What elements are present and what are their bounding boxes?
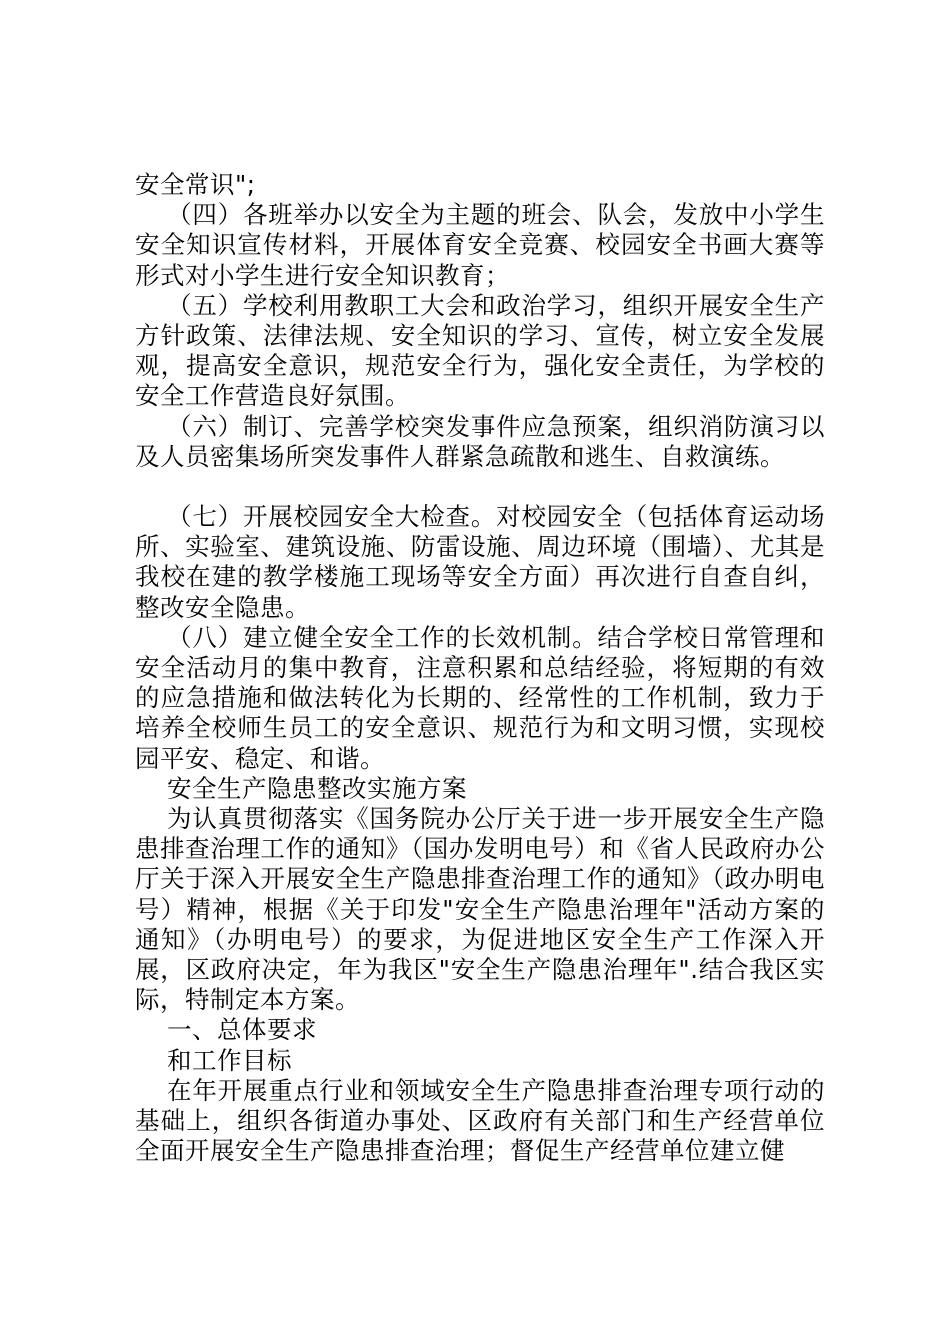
paragraph-item-6: （六）制订、完善学校突发事件应急预案，组织消防演习以及人员密集场所突发事件人群紧急疏散和逃生、自救演练。 [135, 411, 825, 471]
blank-line [135, 472, 825, 502]
heading-work-goals: 和工作目标 [167, 1045, 292, 1075]
paragraph-item-4: （四）各班举办以安全为主题的班会、队会，发放中小学生安全知识宣传材料，开展体育安全竞赛、校园安全书画大赛等形式对小学生进行安全知识教育； [135, 200, 825, 290]
paragraph-item-5: （五）学校利用教职工大会和政治学习，组织开展安全生产方针政策、法律法规、安全知识的学习、宣传，树立安全发展观，提高安全意识，规范安全行为，强化安全责任，为学校的安全工作营造良好氛围。 [135, 290, 825, 411]
document-body [135, 170, 825, 1167]
paragraph-continuation: 安全常识"; [135, 170, 256, 199]
paragraph-item-8: （八）建立健全安全工作的长效机制。结合学校日常管理和安全活动月的集中教育，注意积累和总结经验，将短期的有效的应急措施和做法转化为长期的、经常性的工作机制，致力于培养全校师生员工的安全意识、规范行为和文明习惯，实现校园平安、稳定、和谐。 [135, 622, 825, 773]
section-title: 安全生产隐患整改实施方案 [167, 773, 467, 803]
paragraph-item-7: （七）开展校园安全大检查。对校园安全（包括体育运动场所、实验室、建筑设施、防雷设施、周边环境（围墙）、尤其是我校在建的教学楼施工现场等安全方面）再次进行自查自纠，整改安全隐患。 [135, 502, 825, 622]
heading-general-requirements: 一、总体要求 [167, 1015, 317, 1045]
paragraph-goals: 在年开展重点行业和领域安全生产隐患排查治理专项行动的基础上，组织各街道办事处、区政府有关部门和生产经营单位全面开展安全生产隐患排查治理；督促生产经营单位建立健 [135, 1075, 825, 1166]
paragraph-intro: 为认真贯彻落实《国务院办公厅关于进一步开展安全生产隐患排查治理工作的通知》（国办发明电号）和《省人民政府办公厅关于深入开展安全生产隐患排查治理工作的通知》（政办明电号）精神，根据《关于印发"安全生产隐患治理年"活动方案的通知》（办明电号）的要求，为促进地区安全生产工作深入开展，区政府决定，年为我区"安全生产隐患治理年".结合我区实际，特制定本方案。 [135, 804, 825, 1015]
